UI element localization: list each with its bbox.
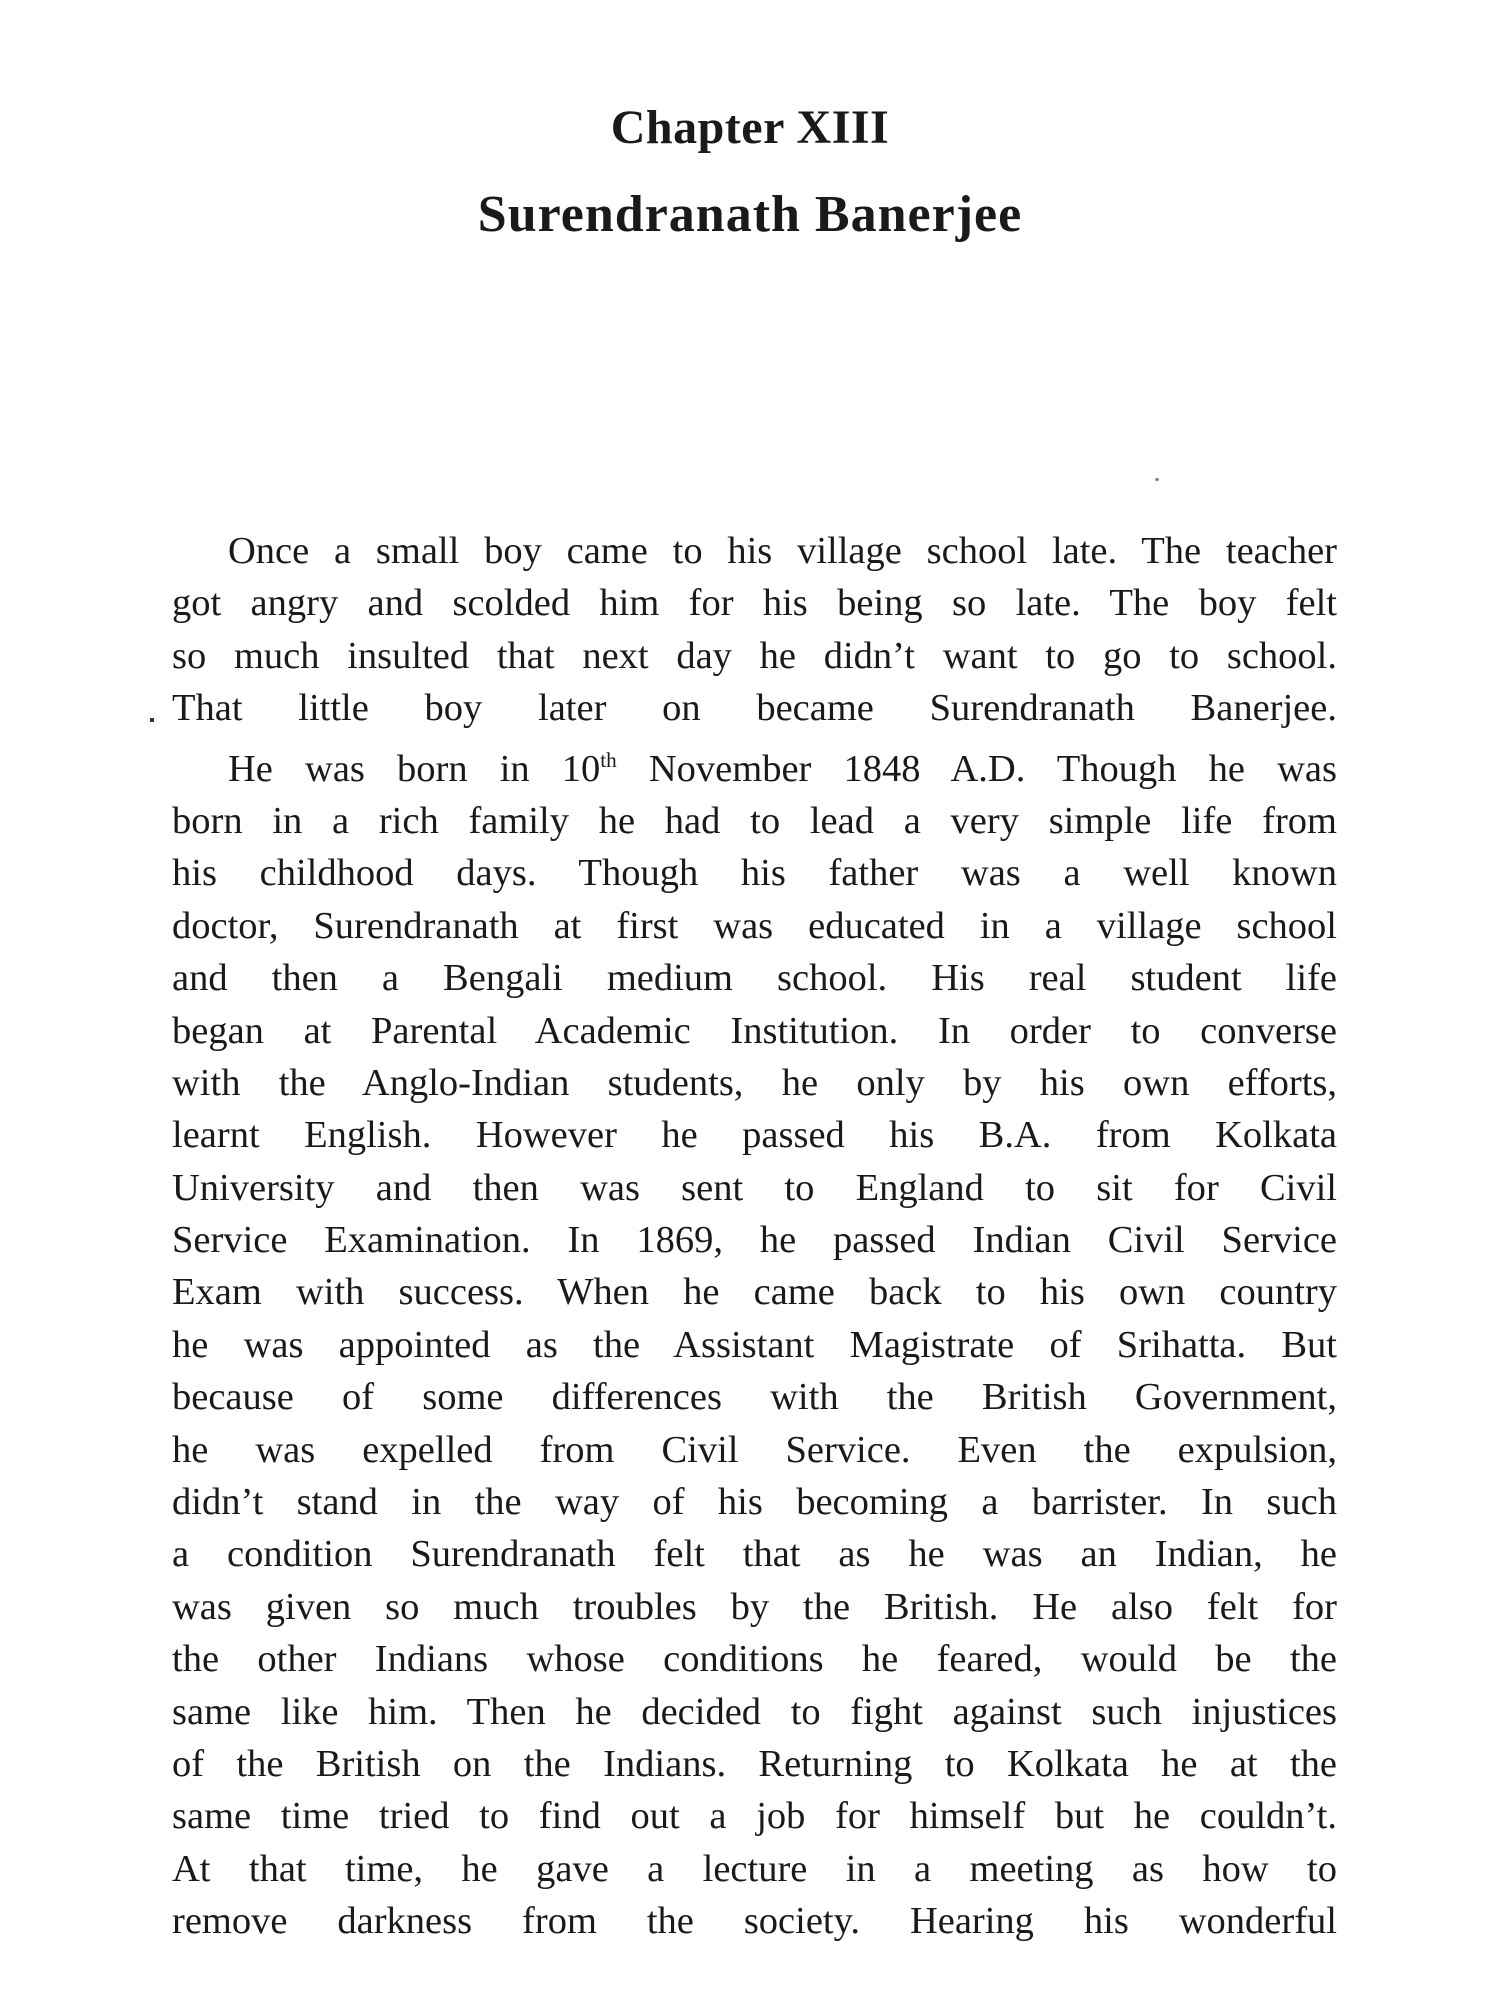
chapter-title: Surendranath Banerjee (477, 186, 1023, 243)
paragraph-line: a condition Surendranath felt that as he was an Indian, he (172, 1533, 1337, 1576)
paragraph-line: learnt English. However he passed his B.A. from Kolkata (172, 1114, 1337, 1157)
line-text: November 1848 A.D. Though he was (616, 747, 1337, 790)
chapter-body (172, 525, 1337, 1948)
paragraph-line: University and then was sent to England to sit for Civil (172, 1166, 1337, 1209)
margin-ink-dot (150, 718, 154, 722)
paragraph-2 (172, 743, 1337, 1948)
paragraph-line: of the British on the Indians. Returning to Kolkata he at the (172, 1742, 1337, 1785)
stray-ink-mark (1155, 478, 1159, 481)
paragraph-line: same time tried to find out a job for himself but he couldn’t. (172, 1795, 1337, 1838)
paragraph-line: Exam with success. When he came back to his own country (172, 1271, 1337, 1314)
ordinal-suffix: th (600, 747, 617, 772)
paragraph-line: so much insulted that next day he didn’t want to go to school. (172, 634, 1337, 677)
paragraph-line: he was appointed as the Assistant Magistrate of Srihatta. But (172, 1323, 1337, 1366)
paragraph-line: Once a small boy came to his village school late. The teacher (228, 530, 1337, 572)
paragraph-line: That little boy later on became Surendranath Banerjee. (172, 687, 1337, 730)
paragraph-line: the other Indians whose conditions he feared, would be the (172, 1638, 1337, 1681)
paragraph-line: and then a Bengali medium school. His real student life (172, 957, 1337, 1000)
paragraph-line: his childhood days. Though his father was a well known (172, 852, 1337, 895)
paragraph-line: At that time, he gave a lecture in a meeting as how to (172, 1847, 1337, 1890)
line-text: He was born in 10 (228, 747, 601, 790)
paragraph-line: with the Anglo-Indian students, he only by his own efforts, (172, 1061, 1337, 1104)
paragraph-line: didn’t stand in the way of his becoming a barrister. In such (172, 1481, 1337, 1524)
paragraph-line: same like him. Then he decided to fight against such injustices (172, 1690, 1337, 1733)
paragraph-line: remove darkness from the society. Hearing his wonderful (172, 1900, 1337, 1943)
paragraph-line: he was expelled from Civil Service. Even the expulsion, (172, 1428, 1337, 1471)
paragraph-line: began at Parental Academic Institution. In order to converse (172, 1009, 1337, 1052)
paragraph-line: got angry and scolded him for his being so late. The boy felt (172, 582, 1337, 625)
chapter-number: Chapter XIII (610, 101, 890, 154)
paragraph-first-line (172, 743, 1337, 795)
paragraph-line: born in a rich family he had to lead a very simple life from (172, 799, 1337, 842)
paragraph-line: because of some differences with the British Government, (172, 1376, 1337, 1419)
paragraph-1 (172, 525, 1337, 735)
paragraph-line: was given so much troubles by the British. He also felt for (172, 1585, 1337, 1628)
paragraph-line: doctor, Surendranath at first was educated in a village school (172, 904, 1337, 947)
paragraph-line: Service Examination. In 1869, he passed Indian Civil Service (172, 1219, 1337, 1262)
